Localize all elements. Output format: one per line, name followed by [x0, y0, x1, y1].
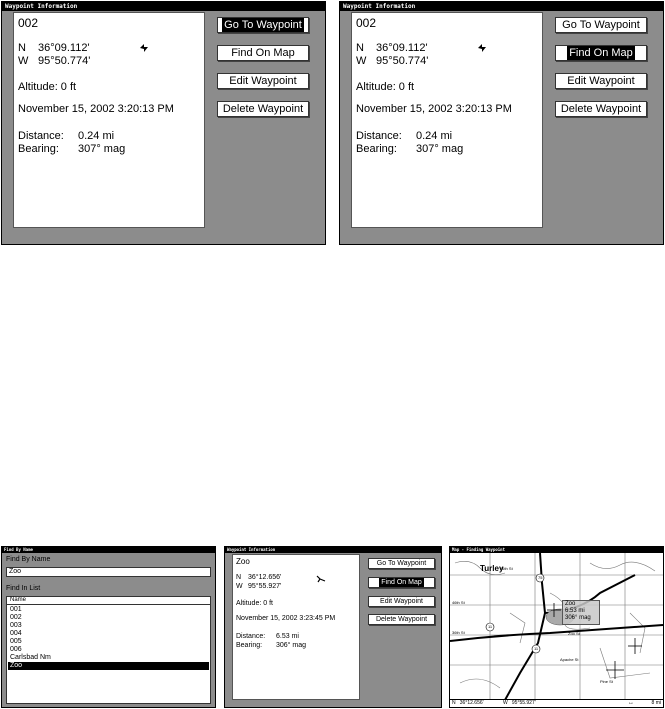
map-window	[449, 546, 664, 708]
find-name-input-value: Zoo	[9, 568, 22, 575]
find-on-map-button[interactable]: Find On Map	[555, 45, 647, 61]
distance-value: 6.53 mi	[276, 633, 299, 640]
popup-waypoint-name: Zoo	[565, 601, 576, 607]
map-canvas[interactable]	[450, 553, 663, 700]
delete-waypoint-button[interactable]: Delete Waypoint	[555, 101, 647, 117]
latitude-hemisphere: N	[18, 42, 26, 54]
altitude: Altitude: 0 ft	[356, 81, 415, 93]
street-label: 46th St	[452, 600, 465, 605]
longitude-value: 95°50.774'	[38, 55, 91, 67]
find-by-name-label: Find By Name	[6, 556, 51, 563]
edit-waypoint-button[interactable]: Edit Waypoint	[368, 596, 435, 607]
waypoint-popup	[562, 600, 600, 625]
go-to-waypoint-button[interactable]: Go To Waypoint	[368, 558, 435, 569]
status-longitude: W 95°55.927'	[503, 700, 536, 706]
longitude-value: 95°55.927'	[248, 583, 282, 590]
bearing-label: Bearing:	[18, 143, 59, 155]
edit-waypoint-button[interactable]: Edit Waypoint	[555, 73, 647, 89]
street-label: 36th St	[452, 630, 465, 635]
waypoint-info-window-3	[224, 546, 442, 708]
distance-value: 0.24 mi	[416, 130, 453, 142]
route-shield-label: 11	[534, 646, 539, 651]
delete-waypoint-button[interactable]: Delete Waypoint	[217, 101, 309, 117]
zoom-level: 8 mi	[651, 700, 661, 706]
go-to-waypoint-button[interactable]: Go To Waypoint	[217, 17, 309, 33]
find-in-list-label: Find In List	[6, 585, 41, 592]
status-latitude: N 36°12.656'	[452, 700, 484, 706]
waypoint-info-window-2	[339, 1, 664, 245]
window-title: Map - Finding Waypoint	[450, 547, 663, 553]
altitude: Altitude: 0 ft	[236, 600, 273, 607]
street-label: 56th St	[500, 566, 513, 571]
find-name-input[interactable]	[6, 567, 211, 577]
distance-label: Distance:	[18, 130, 64, 142]
longitude-value: 95°50.774'	[376, 55, 429, 67]
waypoint-name: Zoo	[236, 557, 250, 566]
date-time: November 15, 2002 3:20:13 PM	[356, 103, 512, 115]
date-time: November 15, 2002 3:23:45 PM	[236, 615, 336, 622]
bearing-label: Bearing:	[236, 642, 263, 649]
list-item[interactable]: 001	[10, 606, 22, 613]
distance-label: Distance:	[236, 633, 266, 640]
window-title: Waypoint Information	[225, 547, 441, 553]
latitude-hemisphere: N	[236, 574, 242, 581]
latitude-value: 36°09.112'	[376, 42, 428, 54]
list-item[interactable]: 005	[10, 638, 22, 645]
street-label: Apache St	[560, 657, 579, 662]
window-title: Waypoint Information	[340, 2, 663, 11]
latitude-value: 36°09.112'	[38, 42, 90, 54]
distance-value: 0.24 mi	[78, 130, 115, 142]
waypoint-details	[232, 554, 360, 700]
bearing-value: 307° mag	[416, 143, 464, 155]
street-label: Zoo St	[568, 631, 580, 636]
longitude-hemisphere: W	[236, 583, 243, 590]
distance-label: Distance:	[356, 130, 402, 142]
altitude: Altitude: 0 ft	[18, 81, 77, 93]
route-shield-label: 11	[488, 624, 493, 629]
date-time: November 15, 2002 3:20:13 PM	[18, 103, 174, 115]
waypoint-symbol-icon	[476, 42, 488, 54]
edit-waypoint-button[interactable]: Edit Waypoint	[217, 73, 309, 89]
find-on-map-button[interactable]: Find On Map	[368, 577, 435, 588]
town-label: Turley	[480, 564, 504, 573]
map-status-bar	[450, 699, 663, 707]
list-item-selected[interactable]: Zoo	[8, 662, 209, 670]
longitude-hemisphere: W	[356, 55, 367, 67]
bearing-value: 307° mag	[78, 143, 126, 155]
find-by-name-window	[1, 546, 216, 708]
waypoint-details	[13, 12, 205, 228]
longitude-hemisphere: W	[18, 55, 29, 67]
waypoint-symbol-icon	[138, 42, 150, 54]
window-title: Waypoint Information	[2, 2, 325, 11]
bearing-value: 306° mag	[276, 642, 307, 649]
list-column-header: Name	[7, 597, 210, 605]
delete-waypoint-button[interactable]: Delete Waypoint	[368, 614, 435, 625]
list-item[interactable]: 006	[10, 646, 22, 653]
bearing-label: Bearing:	[356, 143, 397, 155]
popup-bearing: 306° mag	[565, 615, 591, 621]
popup-distance: 6.53 mi	[565, 608, 585, 614]
list-item[interactable]: 003	[10, 622, 22, 629]
window-title: Find By Name	[2, 547, 215, 553]
pan-arrows-icon: ↔	[628, 700, 634, 706]
waypoint-list[interactable]	[6, 596, 211, 704]
street-label: Pine St	[600, 679, 613, 684]
go-to-waypoint-button[interactable]: Go To Waypoint	[555, 17, 647, 33]
list-item[interactable]: 002	[10, 614, 22, 621]
latitude-hemisphere: N	[356, 42, 364, 54]
find-on-map-button[interactable]: Find On Map	[217, 45, 309, 61]
list-item[interactable]: Carlsbad Nm	[10, 654, 51, 661]
waypoint-name: 002	[356, 16, 377, 30]
list-item[interactable]: 004	[10, 630, 22, 637]
waypoint-symbol-icon	[316, 575, 326, 583]
waypoint-details	[351, 12, 543, 228]
route-shield-label: 75	[538, 575, 543, 580]
waypoint-info-window-1	[1, 1, 326, 245]
waypoint-name: 002	[18, 16, 39, 30]
latitude-value: 36°12.656'	[248, 574, 282, 581]
